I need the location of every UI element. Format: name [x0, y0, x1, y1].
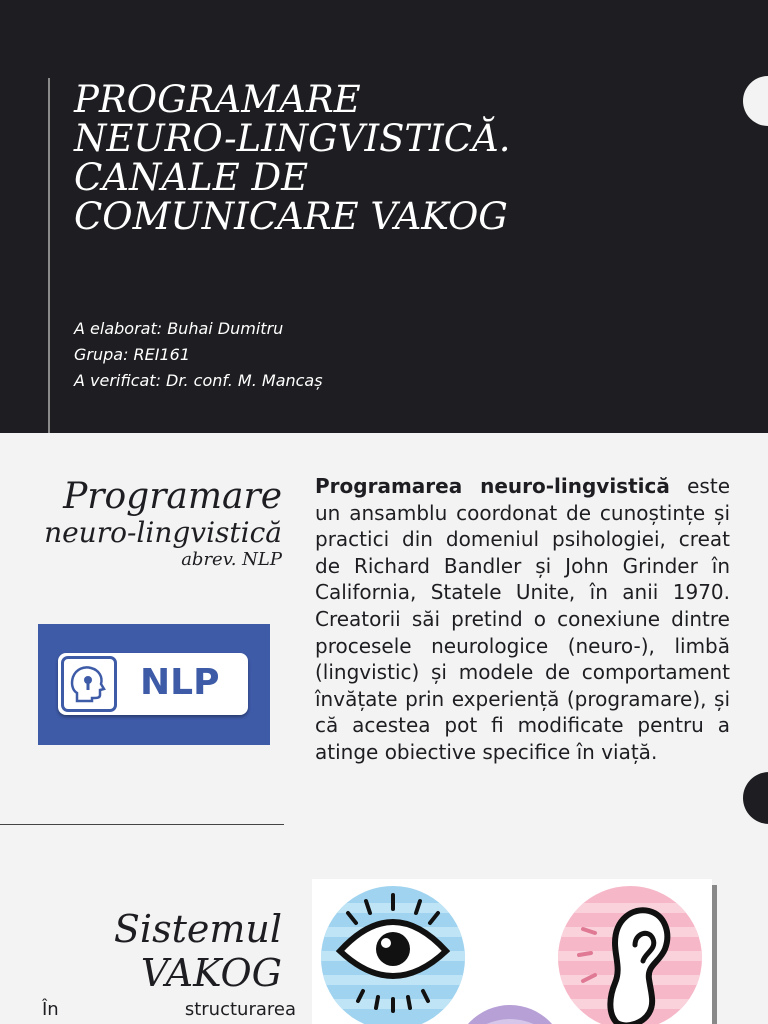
decorative-pill-white: [743, 76, 768, 126]
nlp-definition-text: este un ansamblu coordonat de cunoștințe și practici din domeniul psihologiei, creat de Richard Bandler și John Grinder în California, Statele Unite, în anii 1970. Creatorii săi pretind o conexiune dintre procesele neurologice (neuro-), limbă (lingvistic) și modele de comportament învățate prin experiență (programare), și că acestea pot fi modificate pentru a atinge obiective specifice în viață.: [315, 474, 731, 764]
presentation-title: [74, 80, 634, 236]
purple-circle-icon: [455, 1003, 565, 1024]
vakog-slide: [0, 835, 768, 1024]
nlp-abbrev: abrev. NLP: [181, 549, 282, 570]
vakog-body-text: [42, 999, 296, 1020]
nlp-heading: Programare: [63, 476, 282, 517]
vakog-heading-line-1: Sistemul: [113, 907, 282, 951]
vakog-body-word-1: În: [42, 999, 59, 1020]
vakog-heading-line-2: VAKOG: [140, 951, 282, 995]
nlp-slide: [0, 433, 768, 835]
title-divider-line: [48, 78, 50, 433]
nlp-logo-text: NLP: [140, 662, 220, 703]
title-line-1: PROGRAMARE: [74, 78, 361, 121]
ear-icon: [555, 883, 705, 1024]
nlp-subheading: neuro-lingvistică: [44, 516, 282, 549]
group-line: Grupa: REI161: [74, 345, 191, 364]
head-keyhole-icon: [61, 656, 117, 712]
title-line-4: COMUNICARE VAKOG: [74, 195, 508, 238]
nlp-definition-paragraph: [315, 473, 730, 766]
nlp-logo-tag: [58, 653, 248, 715]
title-slide: [0, 0, 768, 433]
title-line-2: NEURO-LINGVISTICĂ.: [74, 117, 511, 160]
author-line: A elaborat: Buhai Dumitru: [74, 319, 284, 338]
decorative-pill-dark: [743, 772, 768, 824]
verifier-line: A verificat: Dr. conf. M. Mancaș: [74, 371, 323, 390]
vakog-body-word-2: structurarea: [184, 999, 296, 1020]
vakog-image-panel-edge: [712, 885, 717, 1024]
section-divider: [0, 824, 284, 825]
nlp-slide-heading: [44, 477, 282, 571]
title-line-3: CANALE DE: [74, 156, 309, 199]
nlp-logo: [38, 624, 270, 745]
nlp-definition-term: Programarea neuro-lingvistică: [315, 474, 670, 498]
vakog-heading: [114, 907, 282, 995]
title-meta: [74, 316, 323, 394]
eye-icon: [318, 883, 468, 1024]
